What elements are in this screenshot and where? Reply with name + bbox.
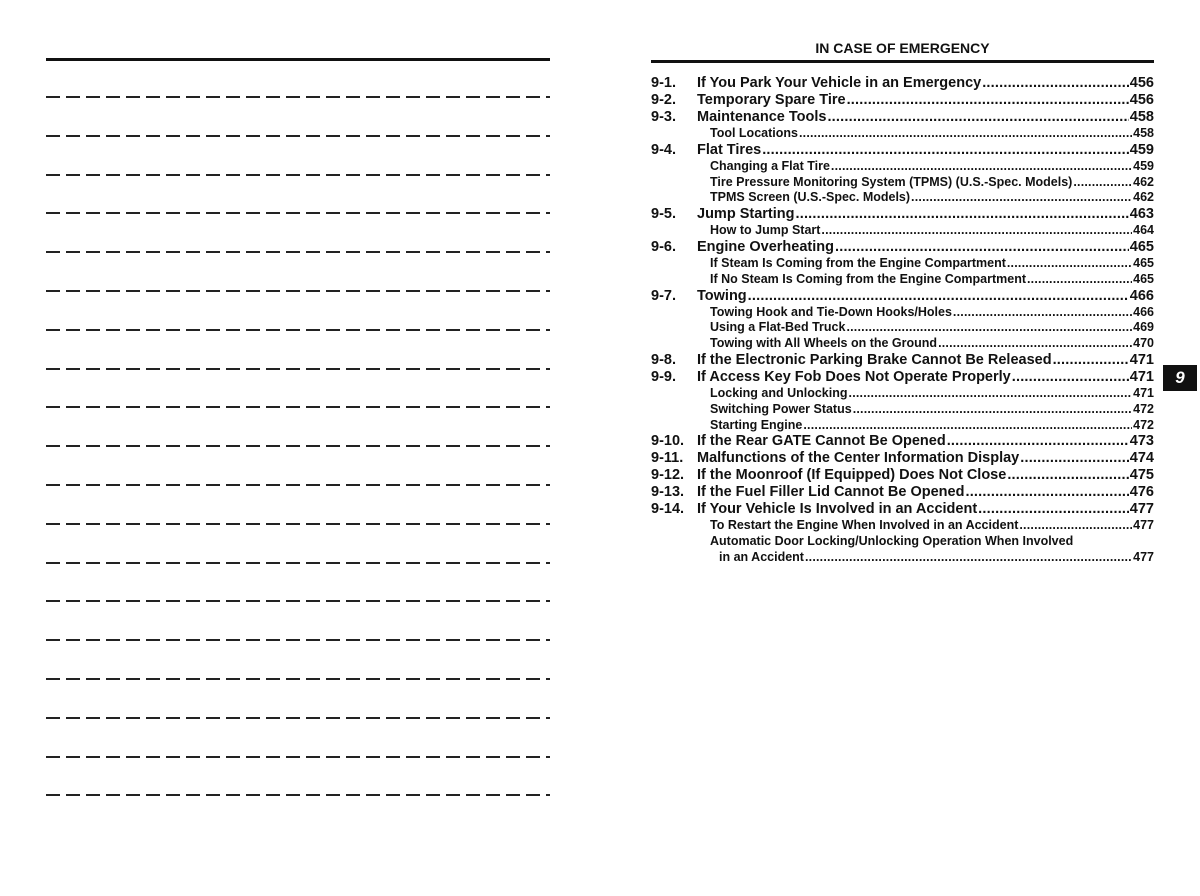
toc-page-number: 458 bbox=[1129, 109, 1154, 125]
toc-page-number: 477 bbox=[1133, 549, 1154, 564]
toc-subsection-entry[interactable] bbox=[651, 550, 1154, 566]
toc-subsection-entry[interactable] bbox=[651, 272, 1154, 288]
toc-subsection-entry[interactable] bbox=[651, 320, 1154, 336]
toc-section-entry[interactable] bbox=[651, 369, 1154, 386]
toc-dot-leader bbox=[846, 320, 1132, 336]
toc-page-number: 463 bbox=[1129, 206, 1154, 223]
toc-section-number: 9-12. bbox=[651, 467, 685, 484]
note-line bbox=[46, 251, 550, 253]
toc-section-number: 9-3. bbox=[651, 109, 676, 125]
toc-page-number: 471 bbox=[1133, 385, 1154, 400]
note-line bbox=[46, 523, 550, 525]
toc-section-number: 9-5. bbox=[651, 206, 676, 223]
toc-dot-leader bbox=[965, 484, 1128, 501]
toc-entry-title: Switching Power Status bbox=[710, 401, 852, 416]
toc-page-number: 472 bbox=[1133, 401, 1154, 416]
toc-entry-title: If Steam Is Coming from the Engine Compartment bbox=[710, 255, 1006, 270]
toc-section-entry[interactable] bbox=[651, 142, 1154, 159]
toc-section-entry[interactable] bbox=[651, 433, 1154, 450]
toc-dot-leader bbox=[835, 239, 1129, 256]
toc-section-number: 9-8. bbox=[651, 351, 676, 368]
toc-page bbox=[651, 38, 1154, 564]
toc-page-number: 472 bbox=[1133, 417, 1154, 432]
note-line bbox=[46, 368, 550, 370]
toc-subsection-entry[interactable] bbox=[651, 386, 1154, 402]
toc-entry-title: in an Accident bbox=[719, 549, 804, 564]
toc-entry-title: Locking and Unlocking bbox=[710, 385, 848, 400]
toc-entry-title: If No Steam Is Coming from the Engine Compartment bbox=[710, 271, 1026, 286]
toc-section-entry[interactable] bbox=[651, 352, 1154, 369]
toc-entry-title: Tool Locations bbox=[710, 126, 798, 140]
toc-subsection-entry[interactable] bbox=[651, 256, 1154, 272]
toc-entry-title: Temporary Spare Tire bbox=[697, 92, 846, 108]
toc-section-entry[interactable] bbox=[651, 450, 1154, 467]
toc-entry-title: Flat Tires bbox=[697, 141, 762, 158]
toc-dot-leader bbox=[748, 288, 1129, 305]
toc-subsection-entry[interactable] bbox=[651, 336, 1154, 352]
toc-dot-leader bbox=[911, 190, 1132, 206]
table-of-contents bbox=[651, 75, 1154, 566]
note-line bbox=[46, 756, 550, 758]
toc-section-entry[interactable] bbox=[651, 239, 1154, 256]
toc-subsection-entry[interactable] bbox=[651, 518, 1154, 534]
toc-dot-leader bbox=[1073, 175, 1132, 191]
toc-entry-title: Maintenance Tools bbox=[697, 109, 827, 125]
toc-dot-leader bbox=[853, 402, 1132, 418]
toc-entry-title: Automatic Door Locking/Unlocking Operation When Involved bbox=[710, 534, 1074, 549]
toc-section-number: 9-13. bbox=[651, 484, 685, 501]
toc-dot-leader bbox=[827, 109, 1128, 126]
toc-entry-title: To Restart the Engine When Involved in an Accident bbox=[710, 518, 1019, 533]
toc-page-number: 462 bbox=[1133, 190, 1154, 205]
toc-subsection-entry[interactable] bbox=[651, 159, 1154, 175]
toc-section-entry[interactable] bbox=[651, 484, 1154, 501]
note-line bbox=[46, 329, 550, 331]
toc-page-number: 471 bbox=[1129, 351, 1154, 368]
toc-dot-leader bbox=[799, 126, 1132, 142]
toc-section-entry[interactable] bbox=[651, 109, 1154, 126]
toc-entry-title: Tire Pressure Monitoring System (TPMS) (U.S.-Spec. Models) bbox=[710, 174, 1073, 189]
toc-page-number: 471 bbox=[1129, 368, 1154, 385]
toc-entry-title: If Access Key Fob Does Not Operate Properly bbox=[697, 368, 1011, 385]
toc-subsection-entry[interactable] bbox=[651, 402, 1154, 418]
toc-entry-title: Towing Hook and Tie-Down Hooks/Holes bbox=[710, 304, 952, 319]
toc-dot-leader bbox=[1020, 450, 1129, 467]
toc-entry-title: TPMS Screen (U.S.-Spec. Models) bbox=[710, 190, 911, 205]
note-line bbox=[46, 484, 550, 486]
toc-page-number: 475 bbox=[1129, 467, 1154, 484]
toc-entry-title: Towing bbox=[697, 287, 747, 304]
toc-entry-title: If You Park Your Vehicle in an Emergency bbox=[697, 75, 982, 91]
toc-page-number: 477 bbox=[1133, 518, 1154, 533]
toc-dot-leader bbox=[847, 92, 1129, 109]
toc-entry-title: Engine Overheating bbox=[697, 238, 834, 255]
note-line bbox=[46, 717, 550, 719]
toc-dot-leader bbox=[805, 550, 1132, 566]
toc-dot-leader bbox=[762, 142, 1129, 159]
toc-page-number: 466 bbox=[1129, 287, 1154, 304]
toc-section-number: 9-1. bbox=[651, 75, 676, 91]
note-line bbox=[46, 212, 550, 214]
toc-page-number: 476 bbox=[1129, 484, 1154, 501]
note-line bbox=[46, 406, 550, 408]
toc-subsection-entry[interactable] bbox=[651, 190, 1154, 206]
toc-entry-title: Malfunctions of the Center Information Display bbox=[697, 450, 1020, 467]
note-line bbox=[46, 639, 550, 641]
toc-section-entry[interactable] bbox=[651, 467, 1154, 484]
toc-page-number: 477 bbox=[1129, 501, 1154, 518]
toc-dot-leader bbox=[947, 433, 1129, 450]
note-line bbox=[46, 600, 550, 602]
note-line bbox=[46, 135, 550, 137]
toc-section-number: 9-2. bbox=[651, 92, 676, 108]
section-title: IN CASE OF EMERGENCY bbox=[815, 40, 990, 56]
toc-page-number: 470 bbox=[1133, 336, 1154, 351]
toc-subsection-entry[interactable] bbox=[651, 175, 1154, 191]
toc-dot-leader bbox=[1007, 256, 1132, 272]
notes-page bbox=[46, 58, 550, 61]
toc-page-number: 462 bbox=[1133, 174, 1154, 189]
toc-entry-title: If the Fuel Filler Lid Cannot Be Opened bbox=[697, 484, 965, 501]
toc-dot-leader bbox=[953, 305, 1132, 321]
toc-dot-leader bbox=[1027, 272, 1132, 288]
note-line bbox=[46, 174, 550, 176]
toc-dot-leader bbox=[978, 501, 1129, 518]
toc-section-entry[interactable] bbox=[651, 75, 1154, 92]
notes-top-rule bbox=[46, 58, 550, 61]
toc-page-number: 465 bbox=[1133, 255, 1154, 270]
note-line bbox=[46, 794, 550, 796]
note-line bbox=[46, 96, 550, 98]
toc-subsection-entry[interactable] bbox=[651, 305, 1154, 321]
toc-page-number: 466 bbox=[1133, 304, 1154, 319]
toc-subsection-entry[interactable] bbox=[651, 418, 1154, 434]
toc-entry-title: Changing a Flat Tire bbox=[710, 158, 830, 173]
toc-entry-title: Jump Starting bbox=[697, 206, 795, 223]
toc-entry-title: If the Electronic Parking Brake Cannot Be Released bbox=[697, 351, 1052, 368]
toc-dot-leader bbox=[1019, 518, 1132, 534]
toc-section-number: 9-6. bbox=[651, 238, 676, 255]
toc-subsection-entry[interactable] bbox=[651, 534, 1154, 550]
toc-dot-leader bbox=[795, 206, 1128, 223]
toc-page-number: 456 bbox=[1129, 75, 1154, 91]
toc-entry-title: If Your Vehicle Is Involved in an Accident bbox=[697, 501, 978, 518]
chapter-tab[interactable]: 9 bbox=[1163, 365, 1197, 391]
toc-entry-title: If the Rear GATE Cannot Be Opened bbox=[697, 433, 946, 450]
toc-section-entry[interactable] bbox=[651, 501, 1154, 518]
toc-dot-leader bbox=[1053, 352, 1129, 369]
toc-page-number: 465 bbox=[1133, 271, 1154, 286]
toc-subsection-entry[interactable] bbox=[651, 126, 1154, 142]
toc-entry-title: Starting Engine bbox=[710, 417, 803, 432]
toc-entry-title: Towing with All Wheels on the Ground bbox=[710, 336, 938, 351]
note-line bbox=[46, 290, 550, 292]
toc-page-number: 464 bbox=[1133, 223, 1154, 238]
toc-dot-leader bbox=[1012, 369, 1129, 386]
section-title-rule bbox=[651, 60, 1154, 63]
toc-page-number: 473 bbox=[1129, 433, 1154, 450]
note-line bbox=[46, 445, 550, 447]
toc-section-number: 9-10. bbox=[651, 433, 685, 450]
toc-subsection-entry[interactable] bbox=[651, 223, 1154, 239]
toc-page-number: 469 bbox=[1133, 320, 1154, 335]
toc-dot-leader bbox=[831, 159, 1132, 175]
note-line bbox=[46, 678, 550, 680]
toc-section-number: 9-4. bbox=[651, 141, 676, 158]
toc-page-number: 456 bbox=[1129, 92, 1154, 108]
toc-section-entry[interactable] bbox=[651, 288, 1154, 305]
toc-dot-leader bbox=[1007, 467, 1128, 484]
toc-section-number: 9-7. bbox=[651, 287, 676, 304]
toc-section-number: 9-9. bbox=[651, 368, 676, 385]
note-line bbox=[46, 562, 550, 564]
toc-section-entry[interactable] bbox=[651, 92, 1154, 109]
toc-dot-leader bbox=[803, 418, 1132, 434]
toc-page-number: 458 bbox=[1133, 126, 1154, 140]
toc-entry-title: Using a Flat-Bed Truck bbox=[710, 320, 846, 335]
toc-dot-leader bbox=[821, 223, 1132, 239]
toc-section-entry[interactable] bbox=[651, 206, 1154, 223]
toc-page-number: 465 bbox=[1129, 238, 1154, 255]
toc-entry-title: How to Jump Start bbox=[710, 223, 821, 238]
toc-dot-leader bbox=[849, 386, 1133, 402]
toc-page-number: 459 bbox=[1129, 141, 1154, 158]
toc-page-number: 474 bbox=[1129, 450, 1154, 467]
toc-entry-title: If the Moonroof (If Equipped) Does Not Close bbox=[697, 467, 1007, 484]
toc-dot-leader bbox=[982, 75, 1129, 92]
toc-section-number: 9-14. bbox=[651, 501, 685, 518]
toc-dot-leader bbox=[938, 336, 1132, 352]
toc-page-number: 459 bbox=[1133, 158, 1154, 173]
toc-section-number: 9-11. bbox=[651, 450, 684, 467]
